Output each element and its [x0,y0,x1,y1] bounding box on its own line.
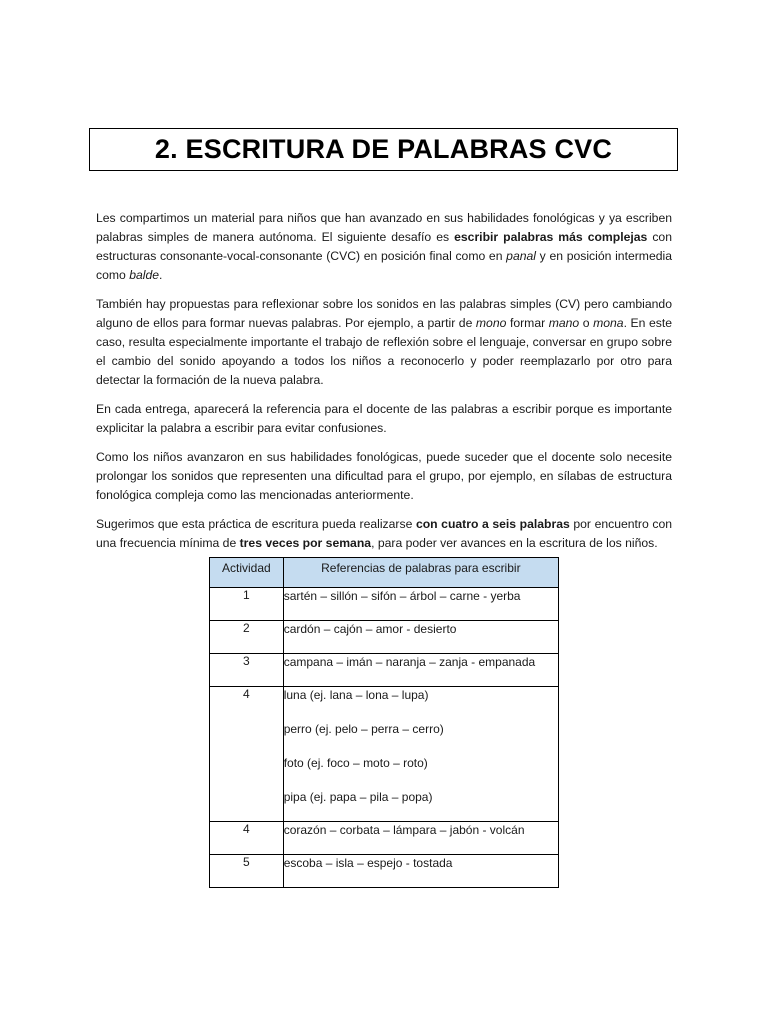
cell-actividad: 5 [210,855,284,888]
p2-text-a: También hay propuestas para reflexionar sobre los sonidos en las palabras simples (CV) pero cambiando alguno de ellos para formar nuevas palabras. Por ejemplo, a partir de [96,297,672,330]
p2-italic-mano: mano [548,316,580,330]
p5-bold-words: con cuatro a seis palabras [415,517,570,531]
table-row [210,621,559,654]
cell-referencias: sartén – sillón – sifón – árbol – carne - yerba [283,588,558,621]
cell-actividad: 2 [210,621,284,654]
paragraph-4: Como los niños avanzaron en sus habilidades fonológicas, puede suceder que el docente solo necesite prolongar los sonidos que representen una dificultad para el grupo, por ejemplo, en sílabas de estructura fonológica compleja como las mencionadas anteriormente. [96,450,672,502]
header-actividad: Actividad [210,558,284,588]
cell-referencias: luna (ej. lana – lona – lupa) perro (ej. pelo – perra – cerro) foto (ej. foco – moto – roto) pipa (ej. papa – pila – popa) [283,687,558,822]
table-header-row [210,558,559,588]
document-body [96,209,672,563]
p2-text-e: o [579,316,594,330]
title-box [89,128,678,171]
p5-bold-frequency: tres veces por semana [239,536,372,550]
p1-text-c: con estructuras consonante-vocal-consonante (CVC) en posición final como en [96,230,672,263]
p1-italic-balde: balde [129,268,160,282]
cell-actividad: 4 [210,822,284,855]
p5-text-a: Sugerimos que esta práctica de escritura pueda realizarse [96,517,416,531]
page-title: 2. ESCRITURA DE PALABRAS CVC [154,134,613,164]
paragraph-3: En cada entrega, aparecerá la referencia para el docente de las palabras a escribir porque es importante explicitar la palabra a escribir para evitar confusiones. [96,402,672,435]
table-row [210,687,559,822]
table-row [210,822,559,855]
paragraph-1 [96,209,672,285]
p5-text-e: , para poder ver avances en la escritura de los niños. [371,536,658,550]
paragraph-2 [96,295,672,390]
cell-referencias: corazón – corbata – lámpara – jabón - volcán [283,822,558,855]
cell-referencias: escoba – isla – espejo - tostada [283,855,558,888]
cell-referencias: cardón – cajón – amor - desierto [283,621,558,654]
p1-text-e: y en posición intermedia como [96,249,672,282]
p2-italic-mona: mona [593,316,624,330]
cell-actividad: 1 [210,588,284,621]
table-row [210,588,559,621]
cell-actividad: 3 [210,654,284,687]
cell-referencias: campana – imán – naranja – zanja - empanada [283,654,558,687]
p2-text-c: formar [506,316,549,330]
p2-italic-mono: mono [475,316,507,330]
p1-italic-panal: panal [506,249,536,263]
words-table [209,557,559,888]
header-referencias: Referencias de palabras para escribir [283,558,558,588]
p1-text-g: . [159,268,163,282]
table-row [210,855,559,888]
p1-text-a: Les compartimos un material para niños que han avanzado en sus habilidades fonológicas y ya escriben palabras simples de manera autónoma. El siguiente desafío es [96,211,672,244]
cell-actividad: 4 [210,687,284,822]
p1-bold-text: escribir palabras más complejas [454,230,648,244]
p2-text-g: . En este caso, resulta especialmente importante el trabajo de reflexión sobre el lenguaje, conversar en grupo sobre el cambio del sonido apoyando a todos los niños a reconocerlo y poder reemplazarlo por otro para detectar la formación de la nueva palabra. [96,316,672,387]
paragraph-5 [96,515,672,553]
p5-text-c: por encuentro con una frecuencia mínima de [96,517,672,550]
table-row [210,654,559,687]
